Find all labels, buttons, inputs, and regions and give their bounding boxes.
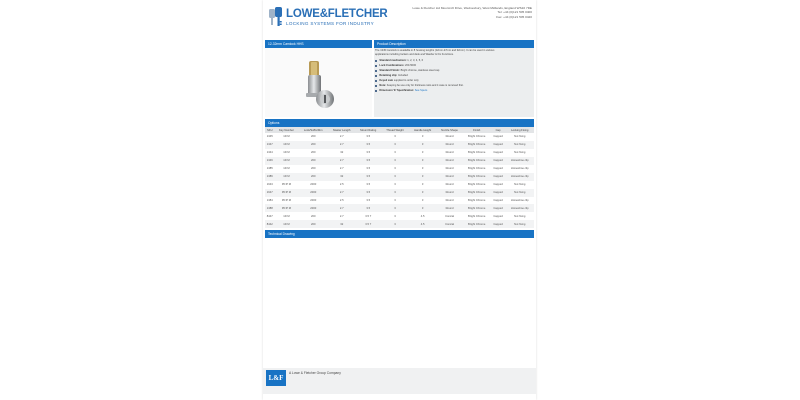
table-cell: Horseshoe clip — [510, 167, 529, 171]
camlock-image — [289, 53, 349, 113]
table-cell: Capped — [493, 198, 503, 202]
table-cell: 3 — [409, 173, 436, 181]
table-cell: Bright Chrome — [463, 220, 491, 228]
table-cell: 1D M — [275, 141, 299, 149]
table-cell: Round — [445, 183, 454, 187]
table-cell: 95 IP M — [281, 198, 292, 202]
product-description-bar: Product Description — [374, 40, 534, 48]
table-cell: 1D M — [283, 214, 290, 218]
table-cell: 3 — [381, 189, 409, 197]
table-cell: 200 — [310, 135, 316, 139]
header — [263, 0, 536, 34]
technical-drawing-bar: Technical Drawing — [265, 230, 534, 238]
table-cell: Round — [436, 141, 463, 149]
specs-link[interactable]: See Specs — [414, 89, 428, 93]
table-cell: 3.5 7 — [365, 214, 372, 218]
group-logo: L&F — [266, 370, 286, 386]
feature-item: Note: Keeping be use only for thickness ratio and it case is removed first. — [375, 84, 532, 88]
table-row — [265, 197, 534, 205]
table-cell: 3 — [421, 198, 424, 202]
table-cell: 3.5 — [355, 204, 381, 212]
table-cell: 3.5 — [366, 167, 371, 171]
table-cell: Capped — [493, 151, 503, 155]
column-header: SKU — [267, 128, 273, 132]
table-cell: 2.5 — [339, 198, 344, 202]
table-cell: Nut fixing — [506, 141, 534, 149]
table-cell: 95 IP M — [275, 189, 299, 197]
table-cell: Capped — [491, 204, 506, 212]
feature-item: Standard mechanism: 1, 2, 3, 4, 5, 6 — [375, 59, 532, 63]
company-address — [412, 6, 532, 19]
table-cell: 2000 — [298, 204, 328, 212]
table-cell: 2.7 — [328, 157, 355, 165]
table-cell: Bright Chrome — [468, 198, 486, 202]
table-cell: Nut fixing — [514, 183, 526, 187]
table-cell: 200 — [298, 157, 328, 165]
table-cell: Bright Chrome — [468, 151, 486, 155]
column-header: Cap — [491, 127, 506, 133]
table-cell: 3 — [394, 198, 396, 202]
table-cell: 4.5 — [409, 220, 436, 228]
table-cell: Round — [436, 157, 463, 165]
table-cell: Nut fixing — [506, 189, 534, 197]
table-cell: 200 — [310, 167, 316, 171]
table-cell: Bright Chrome — [463, 173, 491, 181]
table-cell: Nut fixing — [514, 214, 526, 218]
table-row — [265, 133, 534, 141]
table-cell: 8442 — [265, 220, 275, 228]
description-text: The 1345 Camlock is available in 8 housing lengths (12mm-27mm and 32mm). It can be used in various applications including lockers and desk and Washer & Fix Functions. — [375, 49, 495, 56]
column-header: Key Number — [275, 127, 299, 133]
address-line: Lowe & Fletcher Ltd Moorcroft Drive, Wednesbury, West Midlands, England WS10 7DE — [412, 6, 532, 10]
table-cell: 4.5 — [420, 214, 425, 218]
product-description — [375, 49, 532, 94]
table-row — [265, 165, 534, 173]
table-cell: 1344 — [266, 151, 273, 155]
table-cell: 1388 — [265, 204, 275, 212]
footer-text: A Lowe & Fletcher Group Company — [289, 371, 341, 375]
feature-item: Lock Combinations: 200-5000 — [375, 64, 532, 68]
product-image-panel — [265, 48, 372, 117]
table-cell: 2.7 — [328, 141, 355, 149]
table-cell: 3 — [421, 151, 424, 155]
feature-item: Dimension 'E' Specification: See Specs — [375, 89, 532, 93]
table-row — [265, 220, 534, 228]
table-cell: 2.7 — [328, 204, 355, 212]
table-cell: 1384 — [266, 198, 273, 202]
table-cell: 1346 — [265, 157, 275, 165]
table-cell: 3.5 — [355, 173, 381, 181]
table-cell: Nut fixing — [514, 135, 526, 139]
table-cell: 3 — [421, 167, 424, 171]
table-cell: 3.5 — [366, 151, 371, 155]
table-cell: Round — [436, 204, 463, 212]
table-cell: 8447 — [266, 214, 273, 218]
table-cell: Capped — [491, 220, 506, 228]
table-cell: 3.5 — [355, 141, 381, 149]
table-cell: Capped — [493, 167, 503, 171]
table-cell: 3 — [381, 157, 409, 165]
footer — [263, 368, 536, 394]
table-cell: Bright Chrome — [463, 204, 491, 212]
table-cell: Bright Chrome — [468, 167, 486, 171]
table-row — [265, 141, 534, 149]
table-cell: 3 — [409, 157, 436, 165]
table-cell: 200 — [298, 173, 328, 181]
table-cell: 1D M — [275, 220, 299, 228]
table-cell: 200 — [298, 141, 328, 149]
table-cell: Bright Chrome — [463, 189, 491, 197]
column-header: Mount Rating — [355, 127, 381, 133]
table-cell: Nut fixing — [506, 220, 534, 228]
table-cell: 3.5 — [355, 189, 381, 197]
table-cell: 3 — [394, 183, 396, 187]
table-cell: 95 IP M — [281, 183, 292, 187]
table-cell: Bright Chrome — [468, 214, 486, 218]
table-cell: Capped — [493, 135, 503, 139]
table-cell: 3 — [394, 151, 396, 155]
table-cell: 2000 — [310, 198, 317, 202]
table-cell: Round — [445, 135, 454, 139]
brand-name: LOWE&FLETCHER — [286, 8, 388, 20]
feature-item: Keyed cam supplied to order only — [375, 79, 532, 83]
table-cell: 95 IP M — [275, 204, 299, 212]
table-cell: 3 — [394, 135, 396, 139]
table-cell: 3 — [409, 204, 436, 212]
table-cell: Round — [445, 198, 454, 202]
table-row — [265, 212, 534, 220]
table-cell: 2.5 — [339, 183, 344, 187]
table-row — [265, 204, 534, 212]
table-cell: 3.5 — [366, 198, 371, 202]
table-cell: 2.7 — [339, 135, 344, 139]
table-cell: 32 — [328, 173, 355, 181]
table-cell: Conical — [436, 220, 463, 228]
table-cell: 1D M — [283, 135, 290, 139]
table-cell: 200 — [310, 151, 316, 155]
table-cell: Bright Chrome — [468, 183, 486, 187]
table-cell: Capped — [493, 183, 503, 187]
table-cell: 2.7 — [328, 189, 355, 197]
table-cell: 2000 — [298, 189, 328, 197]
table-cell: Horseshoe clip — [510, 198, 529, 202]
table-cell: Conical — [445, 214, 455, 218]
table-row — [265, 181, 534, 189]
table-cell: Capped — [493, 214, 503, 218]
table-row — [265, 173, 534, 181]
table-cell: Nut fixing — [514, 151, 526, 155]
table-cell: 3 — [409, 141, 436, 149]
column-header: Master Length — [328, 127, 355, 133]
table-cell: 3 — [409, 189, 436, 197]
table-cell: 1D M — [275, 173, 299, 181]
column-header: Nozzle Shape — [436, 127, 463, 133]
options-table — [265, 127, 534, 228]
table-cell: Round — [445, 151, 454, 155]
column-header: Finish — [463, 127, 491, 133]
column-header: Lock/Suffix/Dim — [298, 127, 328, 133]
table-row — [265, 189, 534, 197]
brand-tagline: LOCKING SYSTEMS FOR INDUSTRY — [286, 21, 374, 26]
column-header: Thread Weight — [381, 127, 409, 133]
table-cell: 3 — [394, 214, 396, 218]
table-cell: Capped — [491, 173, 506, 181]
table-cell: Horseshoe clip — [506, 204, 534, 212]
table-cell: 32 — [340, 151, 344, 155]
table-cell: 1386 — [265, 173, 275, 181]
table-cell: 3.5 7 — [355, 220, 381, 228]
table-cell: 200 — [298, 220, 328, 228]
fax-line: Fax: +44 (0)121 505 0420 — [496, 14, 532, 19]
table-cell: 3 — [381, 220, 409, 228]
phone-line: Tel: +44 (0)121 505 0400 — [497, 10, 532, 15]
table-cell: 1D M — [283, 151, 290, 155]
column-header: Handle Height — [409, 127, 436, 133]
table-cell: 3 — [381, 173, 409, 181]
table-cell: 3.5 — [366, 135, 371, 139]
product-title-bar: 12-32mm Camlock HHS — [265, 40, 372, 48]
table-cell: 200 — [310, 214, 316, 218]
table-cell: 1D M — [275, 157, 299, 165]
table-row — [265, 157, 534, 165]
table-cell: 1647 — [265, 189, 275, 197]
table-cell: 3.5 — [366, 183, 371, 187]
table-cell: 2.7 — [339, 214, 344, 218]
table-cell: Capped — [491, 189, 506, 197]
keys-logo-icon — [267, 5, 287, 27]
table-cell: 3 — [381, 141, 409, 149]
table-cell: 1643 — [266, 183, 273, 187]
table-cell: 3 — [394, 167, 396, 171]
column-header: Locking Fixing — [506, 127, 534, 133]
table-row — [265, 149, 534, 157]
table-cell: Horseshoe clip — [506, 173, 534, 181]
table-cell: 3 — [381, 204, 409, 212]
table-cell: 1347 — [265, 141, 275, 149]
table-cell: 1D M — [283, 167, 290, 171]
table-cell: 32 — [328, 220, 355, 228]
table-cell: 1385 — [266, 167, 273, 171]
table-cell: Capped — [491, 157, 506, 165]
options-bar: Options — [265, 119, 534, 127]
table-cell: Bright Chrome — [463, 141, 491, 149]
table-cell: 2000 — [310, 183, 317, 187]
table-cell: Capped — [491, 141, 506, 149]
table-cell: 3 — [421, 135, 424, 139]
table-cell: Round — [445, 167, 454, 171]
table-cell: 3.5 — [355, 157, 381, 165]
feature-item: Standard Finish: Bright chrome, stainless steel cap — [375, 69, 532, 73]
table-cell: 1345 — [266, 135, 273, 139]
feature-item: Retaining clip: Included — [375, 74, 532, 78]
table-cell: 2.7 — [339, 167, 344, 171]
table-cell: Bright Chrome — [463, 157, 491, 165]
table-cell: Round — [436, 173, 463, 181]
table-cell: Round — [436, 189, 463, 197]
table-cell: 3 — [421, 183, 424, 187]
table-cell: Horseshoe clip — [506, 157, 534, 165]
table-cell: Bright Chrome — [468, 135, 486, 139]
